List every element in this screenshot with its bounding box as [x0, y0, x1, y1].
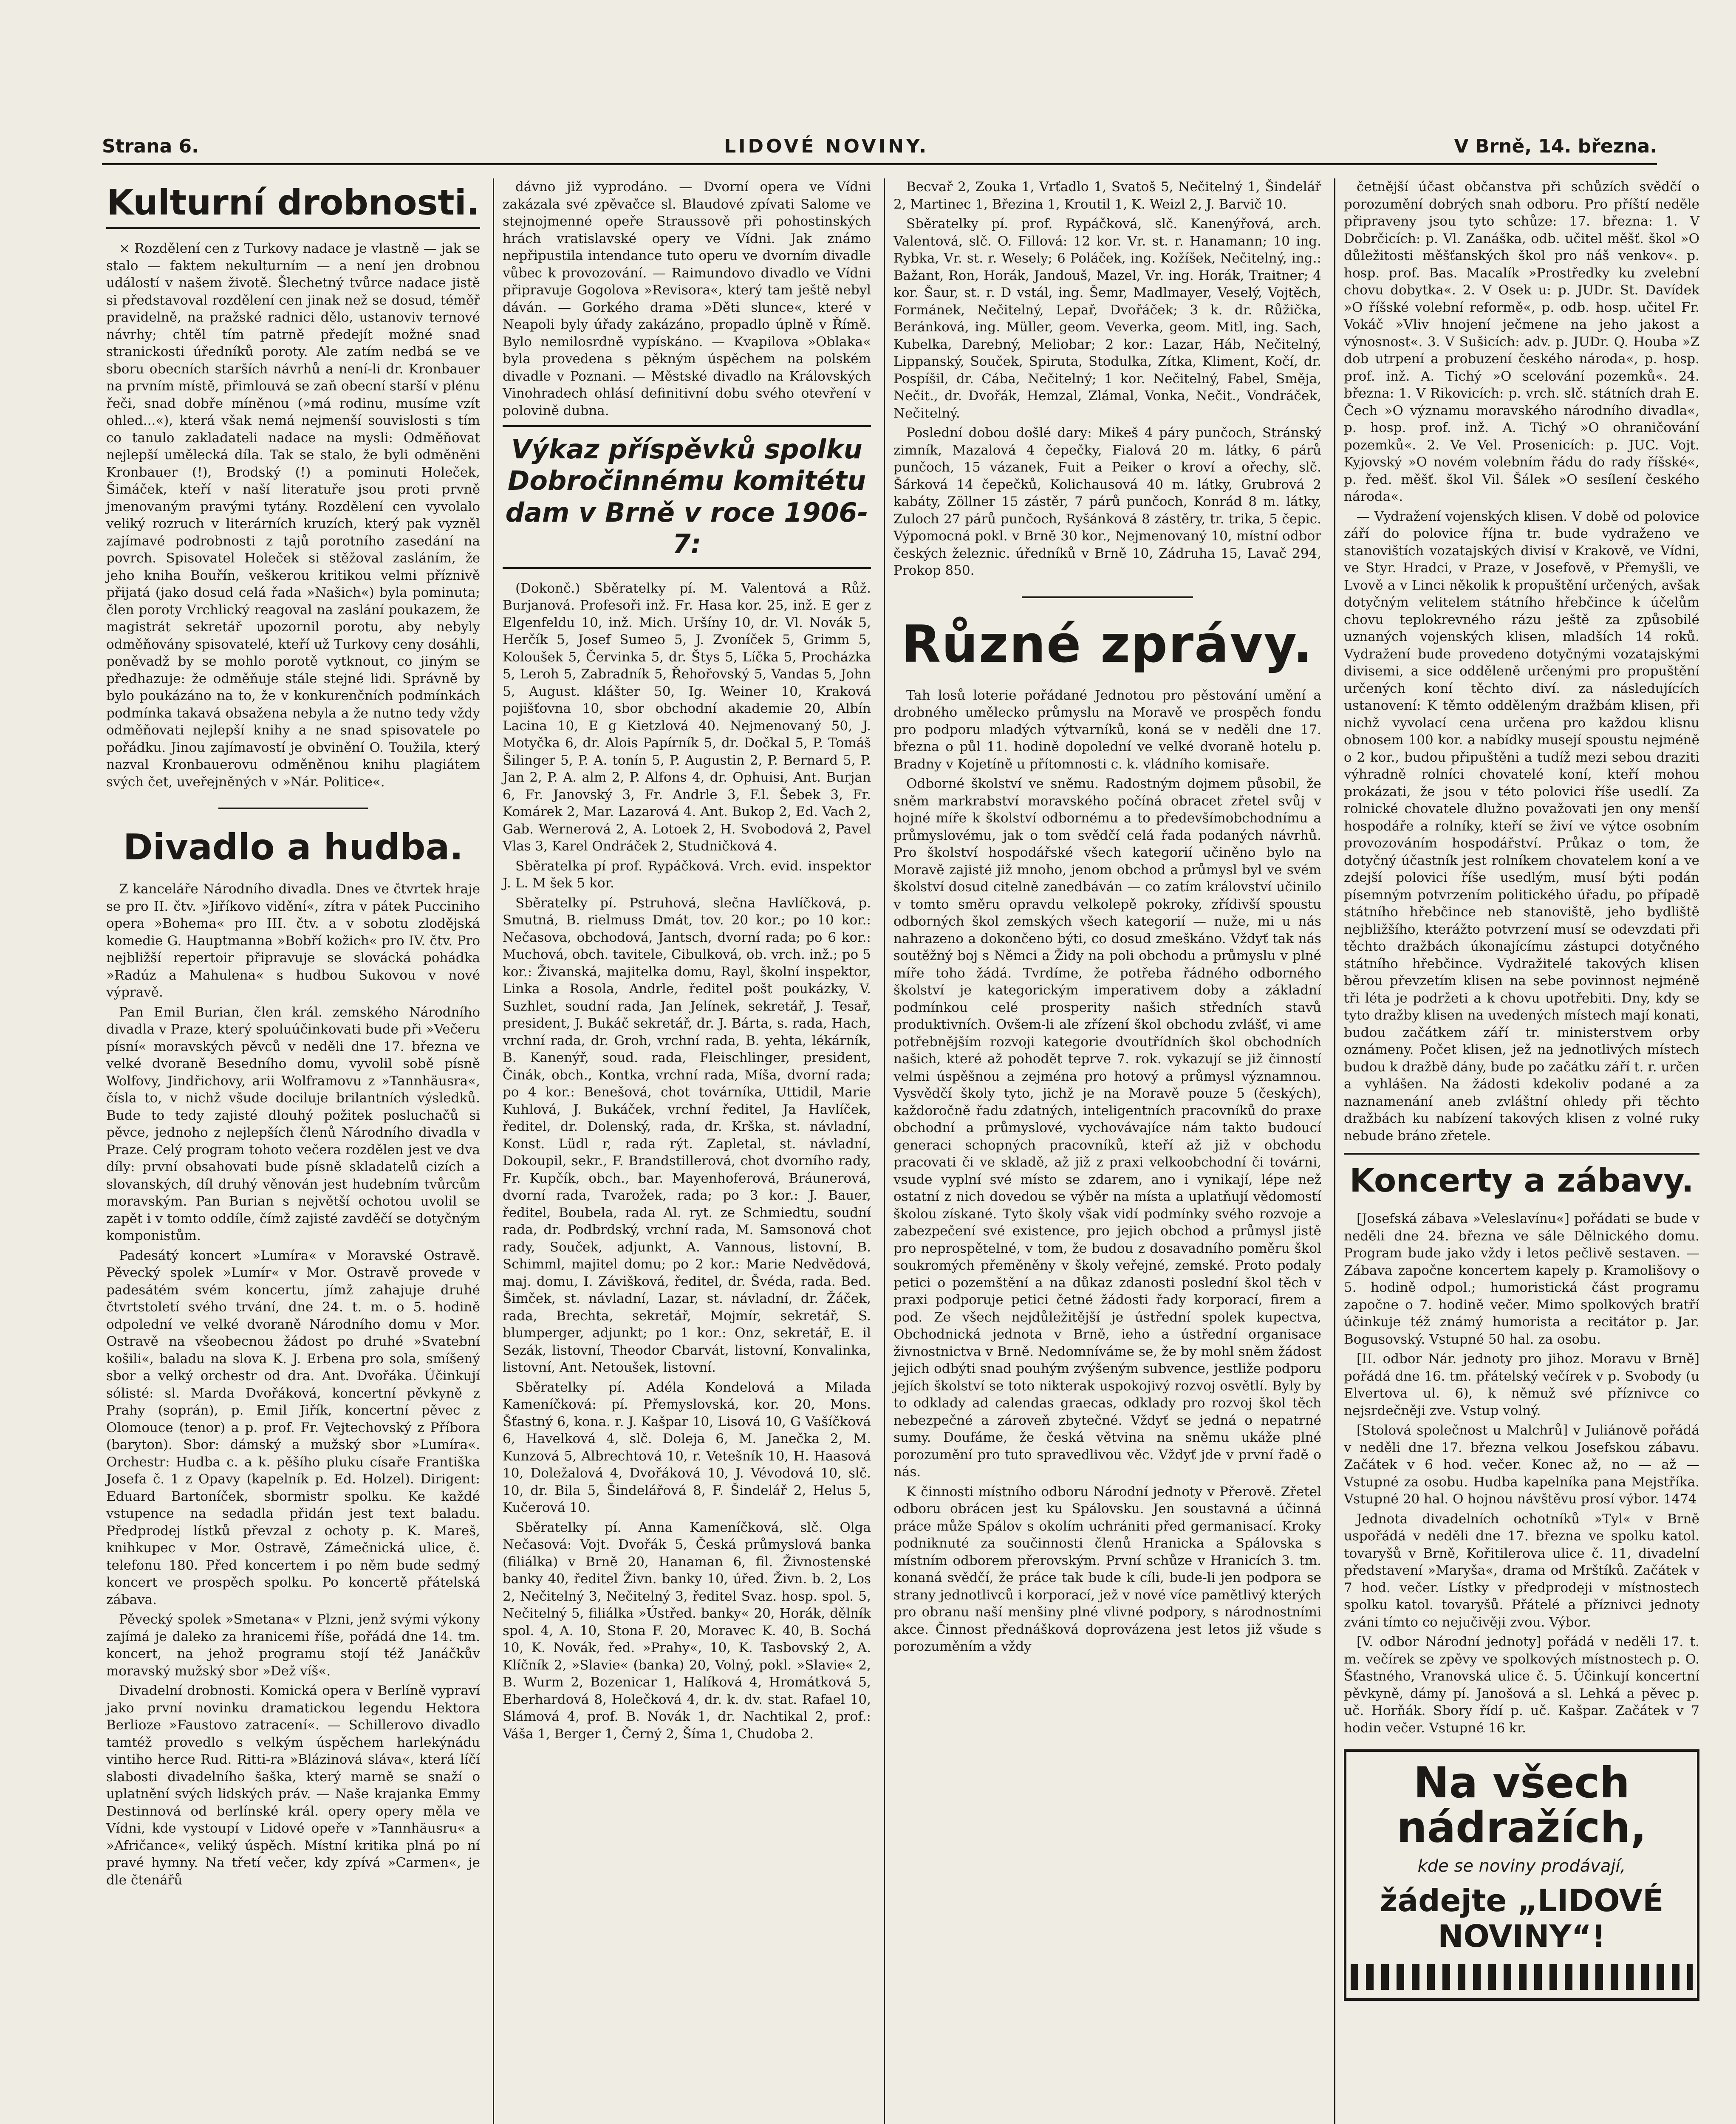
article-narodni-divadlo: Z kanceláře Národního divadla. Dnes ve čtvrtek hraje se pro II. čtv. »Jiříkovo vidění«, zítra v pátek Pucciniho opera »Bohema« pro III. čtv. a v sobotu zlodějská komedie G. Hauptmanna »Bobří kožich« pro IV. čtv. Pro nejbližší repertoir připravuje se slovácká pohádka »Radúz a Mahulena« s hudbou Sukovou v nové výpravě. — [106, 881, 480, 1000]
article-emil-burian: Pan Emil Burian, člen král. zemského Národního divadla v Praze, který spoluúčinkovati bude při »Večeru písní« moravských pěvců v neděli dne 17. března ve velké dvoraně Besedního domu, vyvolil sobě písně Wolfovy, Jindřichovy, arii Wolframovu z »Tannhäusra«, čísla to, v nichž všude dociluje brilantních výsledků. Bude to tedy zajisté dlouhý požitek posluchačů si pěvce, jednoho z nejlepších členů Národního divadla v Praze. Celý program tohoto večera rozdělen jest ve dva díly: první obsahovati bude písně skladatelů cizích a slovanských, díl druhý věnován jest hudebním tvůrcům moravským. Pan Burian s největší ochotou uvolil se zapět i v tomto oddíle, čímž zajisté zavděčí se dotyčným komponistům. — [106, 1004, 480, 1243]
notice-jednota-tyl: Jednota divadelních ochotníků »Tyl« v Brně uspořádá v neděli dne 17. března ve spolku katol. tovaryšů v Brně, Kořitilerova ulice č. 11, divadelní představení »Maryša«, drama od Mrštíků. Začátek v 7 hod. večer. Lístky v předprodeji v místnostech spolku katol. tovaryšů. Přátelé a příznivci jednoty zváni tímto co nejučivěji zvou. Výbor. — [1344, 1511, 1699, 1630]
donation-list-pstruhova: Sběratelky pí. Pstruhová, slečna Havlíčková, p. Smutná, B. rielmuss Dmát, tov. 20 kor.; po 10 kor.: Nečasova, obchodová, Jantsch, dvorní rada; po 6 kor.: Muchová, obch. tavitele, Cibulková, ob. vrch. inž.; po 5 kor.: Živanská, majitelka domu, Rayl, školní inspektor, Linka a Rosola, Andrle, ředitel pošt poukázky, V. Suzhlet, soudní rada, Jan Jelínek, sekretář, J. Tesař, president, J. Bukáč sekretář, dr. J. Bárta, s. rada, Hach, vrchní rada, dr. Groh, vrchní rada, B. yehta, lékárník, B. Kanenýř, soud. rada, Fleischlinger, president, Činák, obch., Kontka, vrchní rada, Míša, dvorní rada; po 4 kor.: Benešová, chot továrníka, Uttidil, Marie Kuhlová, J. Bukáček, vrchní ředitel, Ja Havlíček, ředitel, dr. Dolenský, rada, dr. Krška, st. návladní, Konst. Lüdl r, rada rýt. Zapletal, st. návladní, Dokoupil, sekr., F. Brandstillerová, chot dvorního rady, Fr. Kupčík, obch., bar. Mayenhoferová, Bráunerová, dvorní rada, Tvarožek, rada; po 3 kor.: J. Bauer, ředitel, Boubela, rada Al. ryt. ze Schmiedtu, soudní rada, dr. Podbrdský, vrchní rada, M. Samsonová chot rady, Souček, adjunkt, A. Vannous, listovní, B. Schimml, majitel domu; po 2 kor.: Marie Nedvědová, maj. domu, I. Závišková, ředitel, dr. Švéda, rada. Bed. Šimček, st. návladní, Lazar, st. návladní, dr. Žáček, rada, Brechta, sekretář, Mojmír, sekretář, S. blumperger, adjunkt; po 1 kor.: Onz, sekretář, E. il Sezák, listovní, Theodor Cbarvát, listovní, Konvalinka, listovní, Ant. Netoušek, listovní. — [503, 895, 871, 1376]
section-heading-divadlo-a-hudba: Divadlo a hudba. — [123, 826, 464, 868]
article-turkova-nadace: × Rozdělení cen z Turkovy nadace je vlastně — jak se stalo — faktem nekulturním — a není jen drobnou událostí v našem životě. Šlechetný tvůrce nadace jistě si představoval rozdělení cen jinak než se dosud, téměř pravidelně, na pražské radnici dělo, ustanoviv ternové návrhy; chtěl tím patrně předejít možné snad stranickosti úředníků poroty. Ale zatím nedbá se ve sboru obecních starších návrhů a není-li dr. Kronbauer na prvním místě, přimlouvá se zaň obecní starší v plénu řeči, snad dobře míněnou (»má rodinu, musíme vzít ohled...«), která však nemá nejmenší souvislosti s tím co tanulo zakladateli nadace na mysli: Odměňovat nejlepší umělecká díla. Tak se stalo, že byli odměněni Kronbauer (!), Brodský (!) a pominuti Holeček, Šimáček, kteří v naší literatuře jsou proti prvně jmenovaným pravými tytány. Rozdělení cen vyvolalo veliký rozruch v literárních kruzích, který pak vyzněl zajímavé podrobnosti z tajů porotního zasedání na povrch. Spisovatel Holeček si stěžoval zasláním, že jeho kniha Bouřín, veškerou kritikou velmi příznivě přijatá (jako dosud celá řada »Našich«) byla pominuta; člen poroty Vrchlický reagoval na zaslání poukazem, že magistrát sekretář upozornil porotu, aby nebyly odměňovány spisovatelé, kteří už Turkovy ceny dosáhli, poněvadž by se mohlo porotě vytknout, co jiným se předhazuje: že odměňuje stále stejné lidi. Správně by bylo poukázáno na to, že v konkurenčních podmínkách podmínka takavá obsažena nebyla a že nutno tedy vždy odměňovati nejlepší knihy a ne snad spisovatele po pořádku. Jinou zajímavostí je obvinění O. Toužila, který nazval Kronbauerovu odměněnou knihu plagiátem svých čet, uveřejněných v »Nár. Politice«. — [106, 241, 480, 790]
donation-list-valentova: (Dokonč.) Sběratelky pí. M. Valentová a Růž. Burjanová. Profesoři inž. Fr. Hasa kor. 25, inž. E ger z Elgenfeldu 10, inž. Mich. Uršíny 10, dr. Vl. Novák 5, Herčík 5, Josef Sumeo 5, J. Zvoníček 5, Grimm 5, Koloušek 5, Červinka 5, dr. Štys 5, Líčka 5, Procházka 5, Leroh 5, Zabradník 5, Řehořovský 5, Vandas 5, John 5, August. klášter 50, Ig. Weiner 10, Kraková pojišťovna 10, sbor obchodní akademie 20, Albín Lacina 10, E g Kietzlová 40. Nejmenovaný 50, J. Motyčka 6, dr. Alois Papírník 5, dr. Dočkal 5, P. Tomáš Šilinger 5, P. A. tonín 5, P. Augustin 2, P. Bernard 5, P. Jan 2, P. A. alm 2, P. Alfons 4, dr. Ophuisi, Ant. Burjan 6, Fr. Janovský 3, Fr. Andrle 3, F.l. Šebek 3, Fr. Komárek 2, Mar. Lazarová 4. Ant. Bukop 2, Ed. Vach 2, Gab. Wernerová 2, A. Lotoek 2, H. Svobodová 2, Pavel Vlas 3, Karel Ondráček 2, Studničková 4. — [503, 580, 871, 854]
article-schuze-program: četnější účast občanstva při schůzích svědčí o porozumění dobrých snah odboru. Pro příští neděle připraveny jsou tyto schůze: 17. března: 1. V Dobrčicích: p. Vl. Zanáška, odb. učitel měšť. škol »O důležitosti měšťanských škol pro náš venkov«. p. hosp. prof. Bas. Macalík »Prostředky ku zvelební chovu dobytka«. 2. V Osek u: p. JUDr. St. Davídek »O říšské volební reformě«, p. odb. hosp. učitel Fr. Vokáč »Vliv hnojení ječmene na jeho jakost a výnosnost«. 3. V Sušicích: adv. p. JUDr. Q. Houba »Z dob utrpení a probuzení českého národa«, p. hosp. prof. inž. A. Tichý »O scelování pozemků«. 24. března: 1. V Rikovicích: p. vrch. slč. státních drah E. Čech »O významu moravského národního divadla«, p. hosp. prof. inž. A. Tichý »O ohraničování pozemků«. 2. Ve Vel. Prosenicích: p. JUC. Vojt. Kyjovský »O novém volebním řádu do rady říšské«, p. řed. měšť. škol Vil. Šálek »O sesílení českého národa«. — [1344, 179, 1699, 504]
notice-narodni-jednota-odbor-v: [V. odbor Národní jednoty] pořádá v neděli 17. t. m. večírek se zpěvy ve spolkových místnostech p. O. Šťastného, Vranovská ulice č. 5. Účinkují koncertní pěvkyně, dámy pí. Janošová a sl. Lehká a pěvec p. uč. Horňák. Sbory řídí p. uč. Kašpar. Začátek v 7 hodin večer. Vstupné 16 kr. — [1344, 1634, 1699, 1736]
donation-list-rypackova: Sběratelka pí prof. Rypáčková. Vrch. evid. inspektor J. L. M šek 5 kor. — [503, 858, 871, 891]
ad-call-to-action: žádejte „LIDOVÉ NOVINY“! — [1380, 1883, 1664, 1954]
masthead: LIDOVÉ NOVINY. — [724, 136, 929, 157]
notice-narodni-jednota-odbor-ii: [II. odbor Nár. jednoty pro jihoz. Moravu v Brně] pořádá dne 16. tm. přátelský večírek v p. Svobody (u Elvertova ul. 6), k němuž své příznivce co nejsrdečněji zve. Vstup volný. — [1344, 1351, 1699, 1418]
donation-list-cont: Becvař 2, Zouka 1, Vrťadlo 1, Svatoš 5, Nečitelný 1, Šindelář 2, Martinec 1, Březina 1, Kroutil 1, K. Weizl 2, J. Barvič 10. — [893, 179, 1321, 212]
donation-list-kondelova: Sběratelky pí. Adéla Kondelová a Milada Kameníčková: pí. Přemyslovská, kor. 20, Mons. Šťastný 6, kona. r. J. Kašpar 10, Lisová 10, G Vašíčková 6, Havelková 4, slč. Doleja 6, M. Janečka 2, M. Kunzová 5, Albrechtová 10, r. Vetešník 10, H. Haasová 10, Doležalová 4, Dvořáková 10, J. Vévodová 10, slč. 10, dr. Bila 5, Šindelářová 8, F. Šindelář 2, Helus 5, Kučerová 10. — [503, 1379, 871, 1516]
column-3 — [884, 178, 1330, 2124]
column-1 — [98, 178, 489, 2124]
donation-list-dary: Poslední dobou došlé dary: Mikeš 4 páry punčoch, Stránský zimník, Mazalová 4 čepečky, Fialová 20 m. látky, 6 párů punčoch, 15 vázanek, Fuit a Peiker o kroví a ořechy, slč. Šárková 14 čepečků, Kolichausová 40 m. látky, Grubrová 2 kabáty, Zöllner 15 zástěr, 7 párů punčoch, Konrád 8 m. látky, Zuloch 27 párů punčoch, Ryšánková 8 zástěry, tr. trika, 5 čepic. Výpomocná pokl. v Brně 30 kor., Nejmenovaný 10, místní odbor českých železnic. úředníků v Brně 10, Zádruha 15, Lavač 294, Prokop 850. — [893, 425, 1321, 578]
article-odborne-skolstvi: Odborné školství ve sněmu. Radostným dojmem působil, že sněm markrabství moravského počíná obracet zřetel svůj v hojné míře k školství odbornému a to předevšímobchodnímu a průmyslovému, jak o tom svědčí celá řada podaných návrhů. Pro školství hospodářské všech kategorií učiněno bylo na Moravě zajisté již mnoho, jenom obchod a průmysl byl ve svém školství dosud citelně zanedbáván — co zatím království učinilo v tomto směru opravdu velkolepě pokroky, zřídivší spoustu odborných škol zemských všech kategorií — nuže, mi u nás nahrazeno a dokončeno býti, co dosud zmeškáno. Vždyť tak nás soutěžný boj s Němci a Židy na poli obchodu a průmyslu v plné míře toho žádá. Tvrdíme, že potřeba řádného odborného školství je kategorickým imperativem doby a základní podmínkou celé prosperity našich středních stavů produktivních. Ovšem-li ale zřízení škol obchodu zvlášť, vi ame potřebnějším rozvoji kategorie dvoutřídních škol obchodních našich, které až pohodět teprve 7. rok. vykazují se již činností velmi úspěšnou a zejména pro hotový a průmysl významnou. Vysvědčí školy tyto, jichž je na Moravě pouze 5 (českých), každoročně řadu zdatných, inteligentních pracovníků do praxe obchodní a průmyslové, vychovávajíce nám takto budoucí generaci schopných pracovníků, kteří až již v obchodu pracovati či ve skladě, až již z praxi velkoobchodní či továrni, vsude vyplní své místo se zdarem, ano i vynikají, lépe než ostatní z nich dovedou se výběr na místa a uplatňují vědomostí školou získané. Tyto školy však vidí podmínky svého rozvoje a zabezpečení své existence, pro jejich obchod a průmysl jistě pro neprospětelné, v tom, že budou z dosavadního poměru škol soukromých přeměněny v školy veřejné, zemské. Proto podaly petici o pozemštění a na důkaz zdanosti poslední škol těch v praxi podporuje petici četné žádosti řady korporací, firem a pod. Ze všech nejdůležitější je ústřední spolek kupectva, Obchodnická jednota v Brně, ieho a ústřední organisace živnostnictva v Brně. Nedomníváme se, že by mohl sněm žádost jejich odbýti snad pouhým zvýšeným subvence, jestliže podporu jejích školství se toto nikterak uspokojivý rozvoj osvětlí. Byly by to odklady ad calendas graecas, odklady pro rozvoj škol těch nebezpečné a zároveň zbytečné. Vždyť se jedná o nepatrné sumy. Doufáme, že česká větvina na sněmu ukáže plné porozumění pro tuto spravedlivou věc. Vždyť jde v první řadě o nás. — [893, 776, 1321, 1480]
page-number: Strana 6. — [102, 136, 199, 157]
notice-veleslavin: [Josefská zábava »Veleslavínu«] pořádati se bude v neděli dne 24. března ve sále Dělnického domu. Program bude jako vždy i letos pečlivě sestaven. — Zábava započne koncertem kapely p. Kramolišovy o 5. hodině odpol.; humoristická část programu započne o 7. hodině večer. Mimo spolkových bratří účinkuje též známý humorista a recitátor p. Jar. Bogusovský. Vstupné 50 hal. za osobu. — [1344, 1211, 1699, 1347]
ad-title: Na všech nádražích, — [1397, 1758, 1647, 1852]
article-narodni-jednota-prerov: K činnosti místního odboru Národní jednoty v Přerově. Zřetel odboru obrácen jest ku Spálovsku. Jen soustavná a účinná práce může Spálov s okolím uchrániti před germanisací. Kroky podniknuté za součinnosti členů Hranicka a Spálovska s místním odborem přerovským. První schůze v Hranicích 3. tm. konaná svědčí, že práce tak bude k cíli, bude-li jen podpora se strany jednotlivců i korporací, jež v nové více pamětlivý kterých pro obranu naší menšiny plné vlivné podpory, s národnostními akce. Činnost přednášková doprovázena jest letos již všude s porozuměním a vždy — [893, 1484, 1321, 1654]
advertisement-lidove-noviny — [1344, 1749, 1699, 2001]
section-heading-vykaz-prispevku: Výkaz příspěvků spolku Dobročinnému komitétu dam v Brně v roce 1906-7: — [503, 425, 871, 569]
article-smetana-plzen: Pěvecký spolek »Smetana« v Plzni, jenž svými výkony zajímá je daleko za hranicemi říše, pořádá dne 14. tm. koncert, na jehož programu stojí též Janáčkův moravský mužský sbor »Dež víš«. — [106, 1612, 480, 1679]
ornament-border-icon — [1351, 1964, 1693, 1990]
article-divadelni-drobnosti-cont: dávno již vyprodáno. — Dvorní opera ve Vídni zakázala své zpěvačce sl. Blaudové zpívati Salome ve stejnojmenné opeře Straussově při pohostinských hrách vratislavské opery ve Vídni. Jak známo nepřipustila intendance tuto operu ve dvorním divadle vůbec k provozování. — Raimundovo divadlo ve Vídni připravuje Gogolova »Revisora«, který tam ještě nebyl dáván. — Gorkého drama »Děti slunce«, které v Neapoli byly úřady zakázáno, propadlo úplně v Římě. Bylo nemilosrdně vypískáno. — Kvapilova »Oblaka« byla provedena s pěkným úspěchem na polském divadle v Poznani. — Městské divadlo na Královských Vinohradech ohlásí definitivní dobu svého otevření v polovině dubna. — [503, 179, 871, 418]
section-heading-koncerty-a-zabavy: Koncerty a zábavy. — [1344, 1153, 1699, 1199]
section-divider — [1022, 596, 1193, 598]
page-header — [102, 127, 1657, 165]
section-divider — [218, 808, 368, 809]
section-heading-kulturni-drobnosti: Kulturní drobnosti. — [106, 183, 480, 229]
article-tah-losu: Tah losů loterie pořádané Jednotou pro pěstování umění a drobného umělecko průmyslu na Moravě ve prospěch fondu pro podporu mladých výtvarníků, koná se v neděli dne 17. března o půl 11. hodině dopolední ve velké dvoraně hotelu p. Bradny v Kojetíně u přítomnosti c. k. vládního komisaře. — [893, 687, 1321, 772]
article-vojenske-klisny: — Vydražení vojenských klisen. V době od polovice září do polovice října tr. bude vydraženo ve stanovištích vozatajských divisí v Krakově, ve Vídni, ve Styr. Hradci, v Praze, v Josefově, v Přemyšli, ve Lvově a v Linci několik k propuštění určených, avšak dotyčným velitelem státního hřebčince k účelům chovu teplokrevného rázu ještě za způsobilé uznaných vojenských klisen, mladších 14 roků. Vydražení bude provedeno dotyčnými vozatajskými divisemi, a sice odděleně určenými pro propuštění určených koní těchto diví. za následujících ustanovení: K těmto odděleným dražbám klisen, při nichž vyvolací cena určena pro každou klisnu obnosem 100 kor. a nabídky musejí spoustu nejméně o 2 kor., budou připuštěni a tudíž mezi sebou draziti výhradně rolníci chovatelé koní, kteří mohou prokázati, že jsou v této polovici říše usedlí. Za rolnické chovatele dlužno považovati jen ony menší hospodáře a rolníky, kteří se živí ve výtce osobním provozováním hospodářství. Průkaz o tom, že dotyčný účastník jest rolníkem chovatelem koní a ve zdejší polovici říše usedlým, musí býti podán písemným potvrzením politického úřadu, po případě státního hřebčince neb stanoviště, jeho bydliště nejbližšího, kterážto potvrzení musí se odevzdati při těchto dražbách úkonajícímu zástupci dotyčného státního hřebčince. Vydražitelé takových klisen běrou převzetím klisen na sebe povinnost nejméně tři léta je podržeti a k chovu upotřebiti. Dny, kdy se tyto dražby klisen na uvedených místech mají konati, budou začátkem září tr. ministerstvem orby oznámeny. Počet klisen, jež na jednotlivých místech budou k dražbě dány, bude po začátku září t. r. určen a vyhlášen. Na žádosti kdekoliv podané a za naznamenání aneb zvláštní ohledy při těchto dražbách ku nabízení takových klisen z volné ruky nebude bráno zřetele. — [1344, 508, 1699, 1144]
donation-list-kamenickova: Sběratelky pí. Anna Kameníčková, slč. Olga Nečasová: Vojt. Dvořák 5, Česká průmyslová banka (filiálka) v Brně 20, Hanaman 6, fil. Živnostenské banky 40, ředitel Živn. banky 10, úřed. Živn. b. 2, Los 2, Nečitelný 3, Nečitelný 3, ředitel Svaz. hosp. spol. 5, Nečitelný 5, filiálka »Ústřed. banky« 20, Horák, dělník spol. 4, A. 10, Stona F. 20, Moravec K. 40, B. Sochá 10, K. Novák, řed. »Prahy«, 10, K. Tasbovský 2, A. Klíčník 2, »Slavie« (banka) 20, Volný, pokl. »Slavie« 2, B. Wurm 2, Bozenicar 1, Halíková 4, Hromátková 5, Eberhardová 8, Holečková 4, dr. k. dv. stat. Rafael 10, Slámová 4, prof. B. Novák 1, dr. Nachtikal 2, prof.: Váša 1, Berger 1, Černý 2, Šíma 1, Chudoba 2. — [503, 1520, 871, 1742]
ad-subtitle: kde se noviny prodávají, — [1417, 1856, 1626, 1876]
notice-stolova-spolecnost: [Stolová společnost u Malchrů] v Juliánově pořádá v neděli dne 17. března velkou Josefskou zábavu. Začátek v 6 hod. večer. Konec až, no — až — Vstupné za osobu. Hudba kapelníka pana Mejstříka. Vstupné 20 hal. O hojnou návštěvu prosí výbor. 1474 — [1344, 1423, 1699, 1507]
donation-list-fillova: Sběratelky pí. prof. Rypáčková, slč. Kanenýřová, arch. Valentová, slč. O. Fillová: 12 kor. Vr. st. r. Hanamann; 10 ing. Rybka, Vr. st. r. Wesely; 6 Poláček, ing. Kožíšek, Nečitelný, ing.: Bažant, Ron, Horák, Jandouš, Mazel, Vr. ing. Horák, Traitner; 4 kor. Šaur, st. r. D vstál, ing. Šemr, Madlmayer, Veselý, Vojtěch, Formánek, Nečitelný, Lepař, Dvořáček; 3 k. dr. Růžička, Beránková, ing. Müller, geom. Veverka, geom. Mitl, ing. Sach, Kubelka, Darebný, Meliobar; 2 kor.: Lazar, Háb, Nečitelný, Lippanský, Souček, Spiruta, Stodulka, Zítka, Kliment, Kočí, dr. Pospíšil, dr. Cába, Nečitelný; 1 kor. Nečitelný, Fabel, Směja, Nečit., dr. Dvořák, Hemzal, Zlámal, Vonka, Nečit., Vondráček, Nečitelný. — [893, 216, 1321, 421]
column-4 — [1334, 178, 1708, 2124]
section-heading-ruzne-zpravy: Různé zprávy. — [901, 615, 1314, 674]
column-2 — [493, 178, 879, 2124]
article-divadelni-drobnosti: Divadelní drobnosti. Komická opera v Berlíně vypraví jako první novinku dramatickou legendu Hektora Berlioze »Faustovo zatracení«. — Schillerovo divadlo tamtéž provedlo s velkým úspěchem harlekýnádu vintiho herce Rud. Ritti-ra »Blázinová sláva«, která líčí slabosti divadelního šaška, který marně se snaží o uplatnění svých lidských práv. — Naše krajanka Emmy Destinnová od berlínské král. opery opery měla ve Vídni, kde vystoupí v Lidové opeře v »Tannhäusru« a »Afričance«, veliký úspěch. Místní kritika plná po ní pravé hymny. Na třetí večer, kdy zpívá »Carmen«, je dle čtenářů — [106, 1683, 480, 1888]
place-date: V Brně, 14. března. — [1454, 136, 1657, 157]
article-lumir-koncert: Padesátý koncert »Lumíra« v Moravské Ostravě. Pěvecký spolek »Lumír« v Mor. Ostravě provede v padesátém svém koncertu, jímž zahajuje druhé čtvrtstoletí svého trvání, dne 24. t. m. o 5. hodině odpolední ve velké dvoraně Národního domu v Mor. Ostravě na všeobecnou žádost po druhé »Svatební košili«, baladu na slova K. J. Erbena pro sola, smíšený sbor a velký orchestr od dra. Ant. Dvořáka. Účinkují sólisté: sl. Marda Dvořáková, koncertní pěvkyně z Prahy (soprán), p. Emil Jiřík, koncertní pěvec z Olomouce (tenor) a p. prof. Fr. Vejtechovský z Příbora (baryton). Sbor: dámský a mužský sbor »Lumíra«. Orchestr: Hudba c. a k. pěšího pluku císaře Františka Josefa č. 1 z Opavy (kapelník p. Ed. Holzel). Dirigent: Eduard Bartoníček, sbormistr spolku. Ke každé vstupence na sedadla přidán jest text baladu. Předprodej lístků převzal z ochoty p. K. Mareš, knihkupec v Mor. Ostravě, Zámečnická ulice, č. telefonu 180. Před koncertem i po něm bude sedmý koncert ve prospěch spolku. Po koncertě přátelská zábava. — [106, 1248, 480, 1607]
